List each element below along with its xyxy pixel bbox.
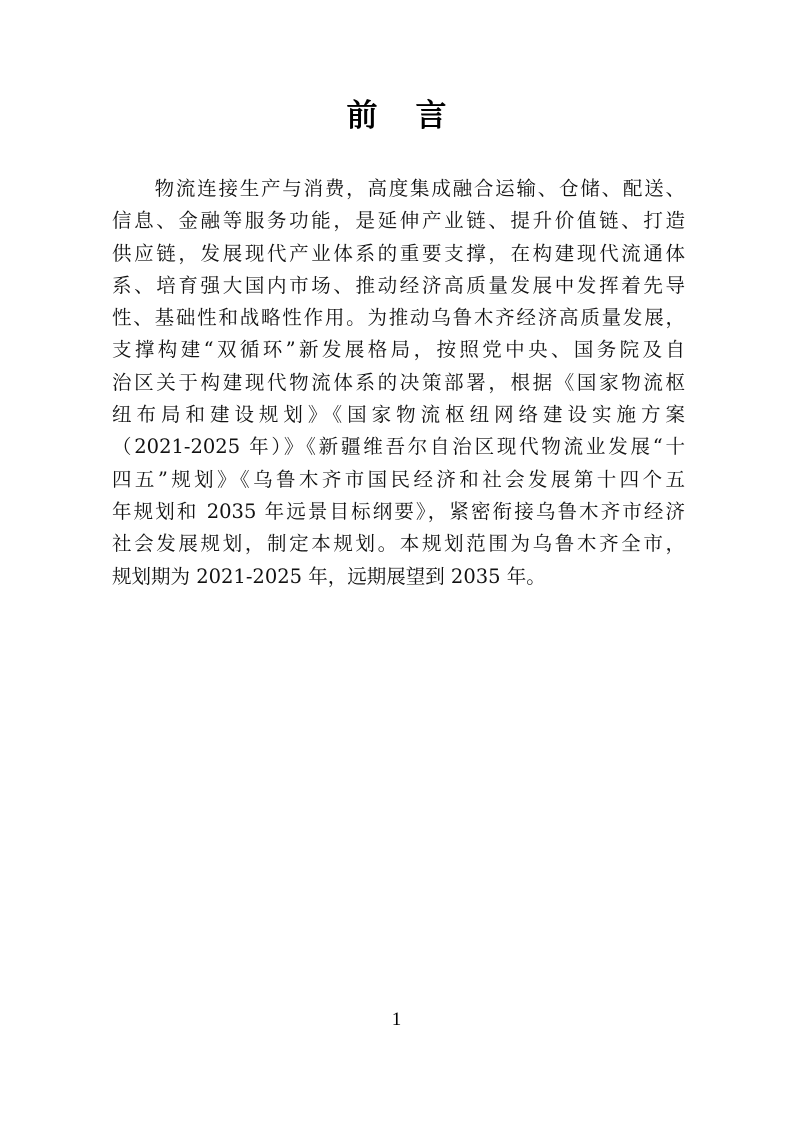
page-number: 1 bbox=[391, 1009, 402, 1030]
paragraph-line-7: 治区关于构建现代物流体系的决策部署，根据《国家物流枢 bbox=[112, 370, 685, 394]
paragraph-line-2: 信息、金融等服务功能，是延伸产业链、提升价值链、打造 bbox=[112, 209, 685, 233]
page-title: 前言 bbox=[346, 98, 485, 134]
paragraph-line-12: 社会发展规划，制定本规划。本规划范围为乌鲁木齐全市， bbox=[112, 532, 685, 556]
paragraph-line-3: 供应链，发展现代产业体系的重要支撑，在构建现代流通体 bbox=[112, 241, 685, 265]
paragraph-line-11: 年规划和 2035 年远景目标纲要》，紧密衔接乌鲁木齐市经济 bbox=[112, 499, 685, 523]
paragraph-line-9: （2021-2025 年）》《新疆维吾尔自治区现代物流业发展“十 bbox=[112, 435, 685, 459]
paragraph-line-6: 支撑构建“双循环”新发展格局，按照党中央、国务院及自 bbox=[112, 338, 685, 362]
paragraph-line-4: 系、培育强大国内市场、推动经济高质量发展中发挥着先导 bbox=[112, 273, 685, 297]
paragraph-line-8: 纽布局和建设规划》《国家物流枢纽网络建设实施方案 bbox=[112, 403, 685, 427]
paragraph-line-5: 性、基础性和战略性作用。为推动乌鲁木齐经济高质量发展， bbox=[112, 306, 685, 330]
paragraph-line-10: 四五”规划》《乌鲁木齐市国民经济和社会发展第十四个五 bbox=[112, 467, 685, 491]
preface-paragraph bbox=[112, 173, 685, 593]
paragraph-line-1: 物流连接生产与消费，高度集成融合运输、仓储、配送、 bbox=[112, 177, 685, 200]
paragraph-line-13: 规划期为 2021-2025 年，远期展望到 2035 年。 bbox=[112, 564, 546, 588]
